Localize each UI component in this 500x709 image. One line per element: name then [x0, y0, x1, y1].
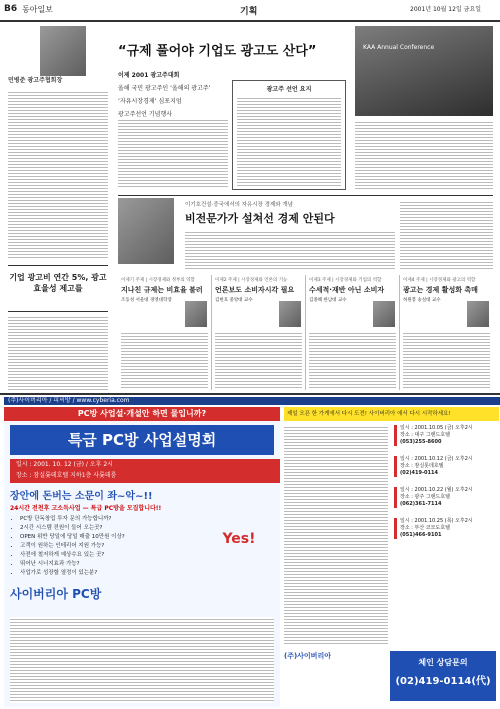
schedule-item	[394, 425, 494, 446]
schedule-place: 장소 : 잠실롯데호텔	[400, 463, 444, 469]
panel-photo	[467, 301, 489, 327]
ad-brand: 사이버리아 PC방	[10, 587, 102, 601]
panel-byline: 허원봉 숭실대 교수	[403, 298, 441, 303]
ad-where: 장소 : 잠실롯데호텔 지하1층 사롯데룸	[16, 472, 117, 479]
panel-headline: 광고는 경제 활성화 촉매	[403, 286, 478, 294]
ad-fineprint	[10, 617, 274, 703]
left-article-text-2	[8, 315, 108, 390]
ad-slogan: 장안에 돈버는 소문이 좌~악~!!	[10, 491, 153, 502]
ad-title: 특급 PC방 사업설명회	[10, 425, 274, 455]
ad-subslogan: 24시간 전천후 고소득사업 — 특급 PC방을 모집합니다!!	[10, 505, 162, 512]
symposium-column	[399, 275, 493, 390]
middle-kicker: 이기호건설·중국에서의 자유시장 경제와 개념	[185, 202, 293, 208]
subhead-4: 광고주선언 기념행사	[118, 111, 173, 118]
schedule-place: 장소 : 부산 코모도호텔	[400, 525, 450, 531]
pull-quote: 기업 광고비 연간 5%, 광고 효율성 제고를	[9, 273, 107, 293]
ad-bullet-item: • 뛰어난 시너지효과 가능?	[20, 560, 210, 569]
ad-right-top: 제일 오픈 한 가게에서 다시 도전! 사이버리아 에서 다시 시작하세요!	[284, 407, 499, 421]
ad-left-block	[4, 407, 280, 707]
middle-text-right	[400, 200, 493, 270]
schedule-phone: (051)466-9101	[400, 532, 442, 538]
issue-date: 2001년 10월 12일 금요일	[410, 6, 482, 13]
advertisement	[0, 393, 500, 709]
summary-box	[232, 80, 346, 190]
panel-photo	[279, 301, 301, 327]
summary-box-title: 광고주 선언 요지	[266, 86, 312, 93]
ad-bullets	[10, 515, 210, 578]
panel-kicker: 이제3 주제 | 시장경제와 기업의 역할	[309, 278, 382, 283]
symposium-column	[305, 275, 399, 390]
ad-bullet-item: • PC방 단독창업 투자 문의 가능합니까?	[20, 515, 210, 524]
panel-text	[309, 331, 396, 388]
schedule-phone: (062)361-7114	[400, 501, 442, 507]
ad-bullet-item: • 사업가로 성장할 열정이 있는분?	[20, 569, 210, 578]
ad-banner: PC방 사업설·개설안 하면 물입니까?	[4, 407, 280, 421]
panel-headline: 언론보도 소비자시각 필요	[215, 286, 295, 294]
subhead-1: 이제 2001 광고주대회	[118, 72, 180, 79]
panel-text	[403, 331, 490, 388]
section-name: 기획	[240, 7, 258, 17]
pull-quote-box	[8, 265, 108, 312]
panel-byline: 김현호 중앙대 교수	[215, 298, 253, 303]
panel-photo	[185, 301, 207, 327]
panel-kicker: 이제기 주제 | 시장경제와 정부의 역할	[121, 278, 195, 283]
symposium-panel	[118, 275, 493, 390]
schedule-item	[394, 456, 494, 477]
event-photo-caption: KAA Annual Conference	[363, 44, 435, 51]
panel-text	[215, 331, 302, 388]
ad-bullet-item: • 사전에 철저하게 예상수요 있는 곳?	[20, 551, 210, 560]
page-header	[0, 0, 500, 22]
schedule-phone: (053)255-8600	[400, 439, 442, 445]
newspaper-name: 동아일보	[22, 5, 53, 14]
schedule-phone: (02)419-0114	[400, 470, 438, 476]
top-headline: “규제 풀어야 기업도 광고도 산다”	[118, 44, 317, 59]
ad-bullet-item: • OPEN 위반 당일에 당일 매출 10만원 이상?	[20, 533, 210, 542]
event-photo	[355, 26, 493, 116]
symposium-column	[118, 275, 211, 390]
page-number: B6	[4, 4, 18, 14]
ad-top-strip: (주)사이버리아 / 피씨방 / www.cyberia.com	[4, 397, 500, 405]
panel-byline: 김종해 한남대 교수	[309, 298, 347, 303]
symposium-column	[211, 275, 305, 390]
schedule-time: 일시 : 2001.10.05 (금) 오후2시	[400, 425, 473, 431]
portrait-caption: 민병준 광고주협회장	[8, 77, 63, 84]
ad-bullet-item: • 2시간 시스템 전원이 들어 오는곳?	[20, 524, 210, 533]
ad-when: 일시 : 2001. 10. 12 (금) / 오후 2시	[16, 461, 113, 468]
schedule-place: 장소 : 광주 그랜드호텔	[400, 494, 450, 500]
middle-headline: 비전문가가 설쳐선 경제 안된다	[185, 212, 335, 225]
top-subheads	[118, 70, 228, 118]
middle-text	[185, 230, 395, 270]
panel-photo	[373, 301, 395, 327]
schedule-place: 장소 : 대구 그랜드호텔	[400, 432, 450, 438]
schedule-item	[394, 518, 494, 539]
ad-right-collage	[284, 425, 388, 645]
panel-headline: 수세적·재반 아닌 소비자	[309, 286, 385, 294]
ad-consult: 체인 상담문의	[418, 658, 468, 667]
right-article-text	[355, 120, 493, 190]
ad-consult-box	[390, 651, 496, 701]
panel-text	[121, 331, 208, 388]
schedule-item	[394, 487, 494, 508]
ad-event-info	[10, 459, 280, 483]
summary-box-text	[237, 96, 341, 188]
ad-schedule	[394, 425, 494, 549]
panel-kicker: 이제4 주제 | 시장경제와 광고의 역할	[403, 278, 476, 283]
yes-badge: Yes!	[222, 531, 256, 547]
ad-consult-phone: (02)419-0114(代)	[395, 676, 491, 687]
panel-kicker: 이제2 주제 | 시장경제와 언론의 기능	[215, 278, 288, 283]
subhead-2: 올해 국민 광고주인 ‘올해의 광고주’	[118, 85, 211, 92]
schedule-time: 일시 : 2001.10.25 (목) 오후2시	[400, 518, 473, 524]
ad-company: (주)사이버리아	[284, 652, 331, 660]
middle-photo	[118, 198, 174, 264]
schedule-time: 일시 : 2001.10.12 (금) 오후2시	[400, 456, 473, 462]
top-article-text-1	[118, 118, 228, 188]
panel-byline: 조동성 서울대 경영대학장	[121, 298, 172, 303]
panel-headline: 지나친 규제는 비효율 불러	[121, 286, 203, 294]
ad-bullet-item: • 고객이 원하는 인테리어 지원 가능?	[20, 542, 210, 551]
left-article-text	[8, 90, 108, 260]
middle-story-rule	[118, 195, 493, 196]
portrait-photo	[40, 26, 86, 76]
ad-right-block	[284, 407, 496, 707]
subhead-3: ‘자유시장경제’ 심포지엄	[118, 98, 182, 105]
schedule-time: 일시 : 2001.10.22 (월) 오후2시	[400, 487, 473, 493]
